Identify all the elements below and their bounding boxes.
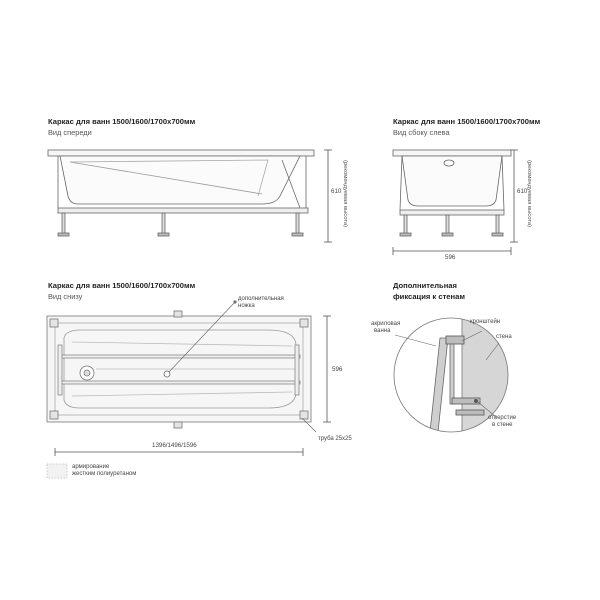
label-acrylic-line1: акриловая: [371, 321, 401, 327]
side-height-note: (рекомендуемая высота): [526, 160, 532, 228]
side-width-dim-label: 596: [445, 254, 456, 261]
side-view-title: Каркас для ванн 1500/1600/1700х700мм: [393, 117, 541, 126]
bottom-length-dim-label: 1396/1496/1596: [152, 442, 197, 449]
legend-swatch: [47, 464, 67, 478]
front-rim: [48, 150, 314, 156]
label-hole-line2: в стене: [492, 422, 513, 428]
front-frame-beam: [58, 208, 308, 213]
front-view-drawing: [48, 150, 332, 242]
wall-fix-title-line1: Дополнительная: [393, 281, 457, 290]
front-height-dim: 610: [331, 188, 342, 195]
front-view-subtitle: Вид спереди: [48, 128, 92, 137]
bottom-view-subtitle: Вид снизу: [48, 292, 83, 301]
bracket-upper: [446, 336, 464, 344]
bottom-view-drawing: [47, 301, 331, 456]
side-height-dim: 610: [517, 188, 528, 195]
legend-line2: жестким полиуретаном: [72, 471, 137, 477]
side-frame-beam: [400, 210, 504, 215]
front-legs: [58, 213, 303, 236]
wall-fix-title-line2: фиксация к стенам: [393, 292, 465, 301]
bottom-width-dim-label: 596: [332, 366, 343, 373]
side-view-subtitle: Вид сбоку слева: [393, 128, 450, 137]
front-view-title: Каркас для ванн 1500/1600/1700х700мм: [48, 117, 196, 126]
side-view-drawing: [393, 150, 518, 255]
side-drain: [444, 160, 454, 166]
label-bracket: кронштейн: [470, 319, 501, 325]
front-height-note: (рекомендуемая высота): [342, 160, 348, 228]
label-acrylic-line2: ванна: [374, 328, 391, 334]
extra-leg-callout: дополнительная ножка: [238, 296, 284, 309]
label-wall: стена: [496, 334, 512, 340]
label-hole-line1: отверстие: [488, 415, 517, 421]
pipe-callout: труба 25х25: [318, 436, 352, 442]
wall-hole: [474, 399, 478, 403]
side-legs: [400, 215, 503, 236]
bottom-view-title: Каркас для ванн 1500/1600/1700х700мм: [48, 281, 196, 290]
legend-line1: армирование: [72, 464, 110, 470]
side-rim: [393, 150, 511, 156]
